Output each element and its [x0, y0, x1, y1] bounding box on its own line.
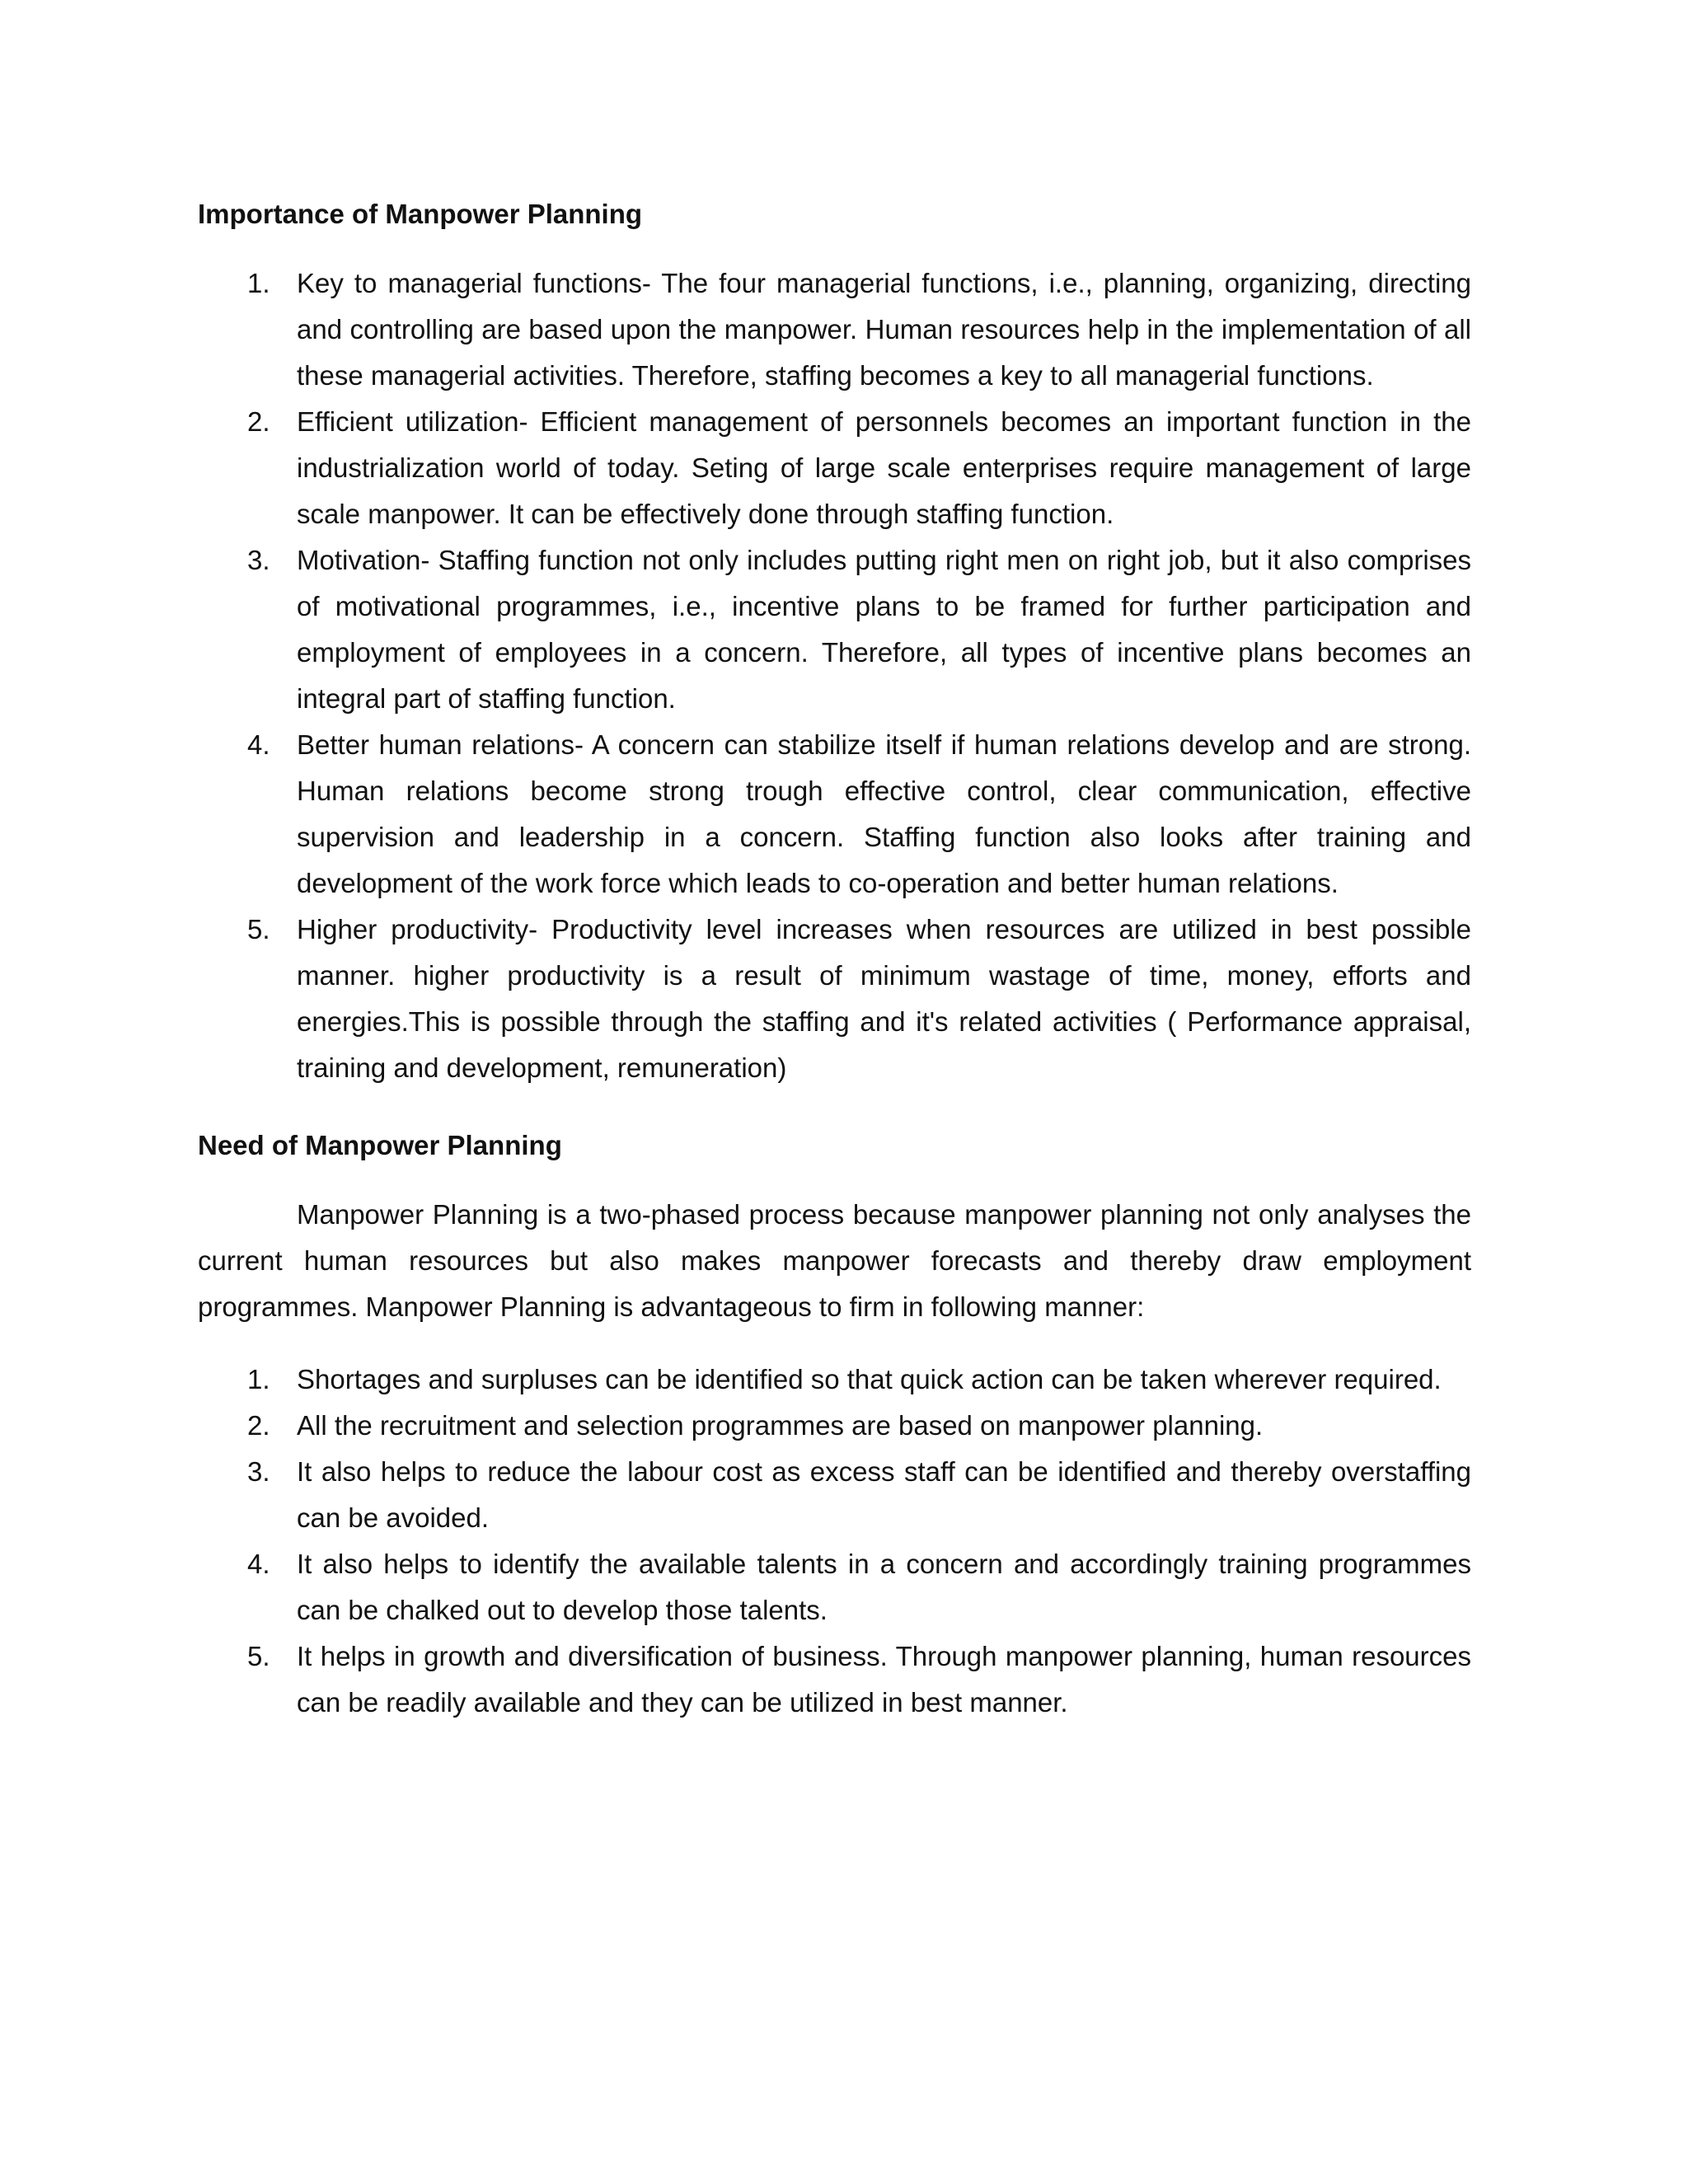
list-item-text: It also helps to reduce the labour cost as excess staff can be identified and thereby overstaffing can be avoided. [297, 1456, 1471, 1533]
list-number: 2. [247, 1410, 270, 1441]
list-number: 2. [247, 406, 270, 437]
list-item-text: All the recruitment and selection programmes are based on manpower planning. [297, 1410, 1264, 1441]
list-number: 4. [247, 729, 270, 760]
list-number: 1. [247, 1364, 270, 1394]
list-item [198, 907, 1471, 1091]
list-number: 3. [247, 545, 270, 575]
need-list [198, 1357, 1471, 1726]
list-item-text: It helps in growth and diversification of business. Through manpower planning, human resources can be readily available and they can be utilized in best manner. [297, 1641, 1471, 1718]
list-item [198, 1633, 1471, 1726]
list-number: 5. [247, 914, 270, 944]
need-paragraph: Manpower Planning is a two-phased process because manpower planning not only analyses the current human resources but also makes manpower forecasts and thereby draw employment programmes. Manpower Planning is advantageous to firm in following manner: [198, 1199, 1471, 1322]
list-item-text: Efficient utilization- Efficient management of personnels becomes an important function in the industrialization world of today. Seting of large scale enterprises require management of large scale manpower. It can be effectively done through staffing function. [297, 406, 1471, 529]
list-item-text: Key to managerial functions- The four managerial functions, i.e., planning, organizing, directing and controlling are based upon the manpower. Human resources help in the implementation of all these managerial activities. Therefore, staffing becomes a key to all managerial functions. [297, 268, 1471, 391]
list-number: 4. [247, 1549, 270, 1579]
list-item [198, 1541, 1471, 1633]
list-item [198, 260, 1471, 399]
section-heading-importance: Importance of Manpower Planning [198, 199, 643, 229]
section-heading-need: Need of Manpower Planning [198, 1130, 562, 1160]
list-number: 3. [247, 1456, 270, 1487]
list-number: 5. [247, 1641, 270, 1671]
list-item [198, 722, 1471, 907]
list-item-text: Better human relations- A concern can stabilize itself if human relations develop and are strong. Human relations become strong trough effective control, clear communication, effective supervision and leadership in a concern. Staffing function also looks after training and development of the work force which leads to co-operation and better human relations. [297, 729, 1471, 898]
list-item-text: It also helps to identify the available talents in a concern and accordingly training programmes can be chalked out to develop those talents. [297, 1549, 1471, 1625]
list-item [198, 1403, 1471, 1449]
list-item-text: Higher productivity- Productivity level increases when resources are utilized in best possible manner. higher productivity is a result of minimum wastage of time, money, efforts and energies.This is possible through the staffing and it's related activities ( Performance appraisal, training and development, remuneration) [297, 914, 1471, 1083]
importance-list [198, 260, 1471, 1091]
list-item-text: Shortages and surpluses can be identified so that quick action can be taken wherever required. [297, 1364, 1442, 1394]
list-item [198, 1357, 1471, 1403]
list-item-text: Motivation- Staffing function not only includes putting right men on right job, but it also comprises of motivational programmes, i.e., incentive plans to be framed for further participation and employment of employees in a concern. Therefore, all types of incentive plans becomes an integral part of staffing function. [297, 545, 1471, 714]
list-number: 1. [247, 268, 270, 298]
list-item [198, 399, 1471, 537]
document-page [198, 191, 1471, 1726]
list-item [198, 537, 1471, 722]
list-item [198, 1449, 1471, 1541]
